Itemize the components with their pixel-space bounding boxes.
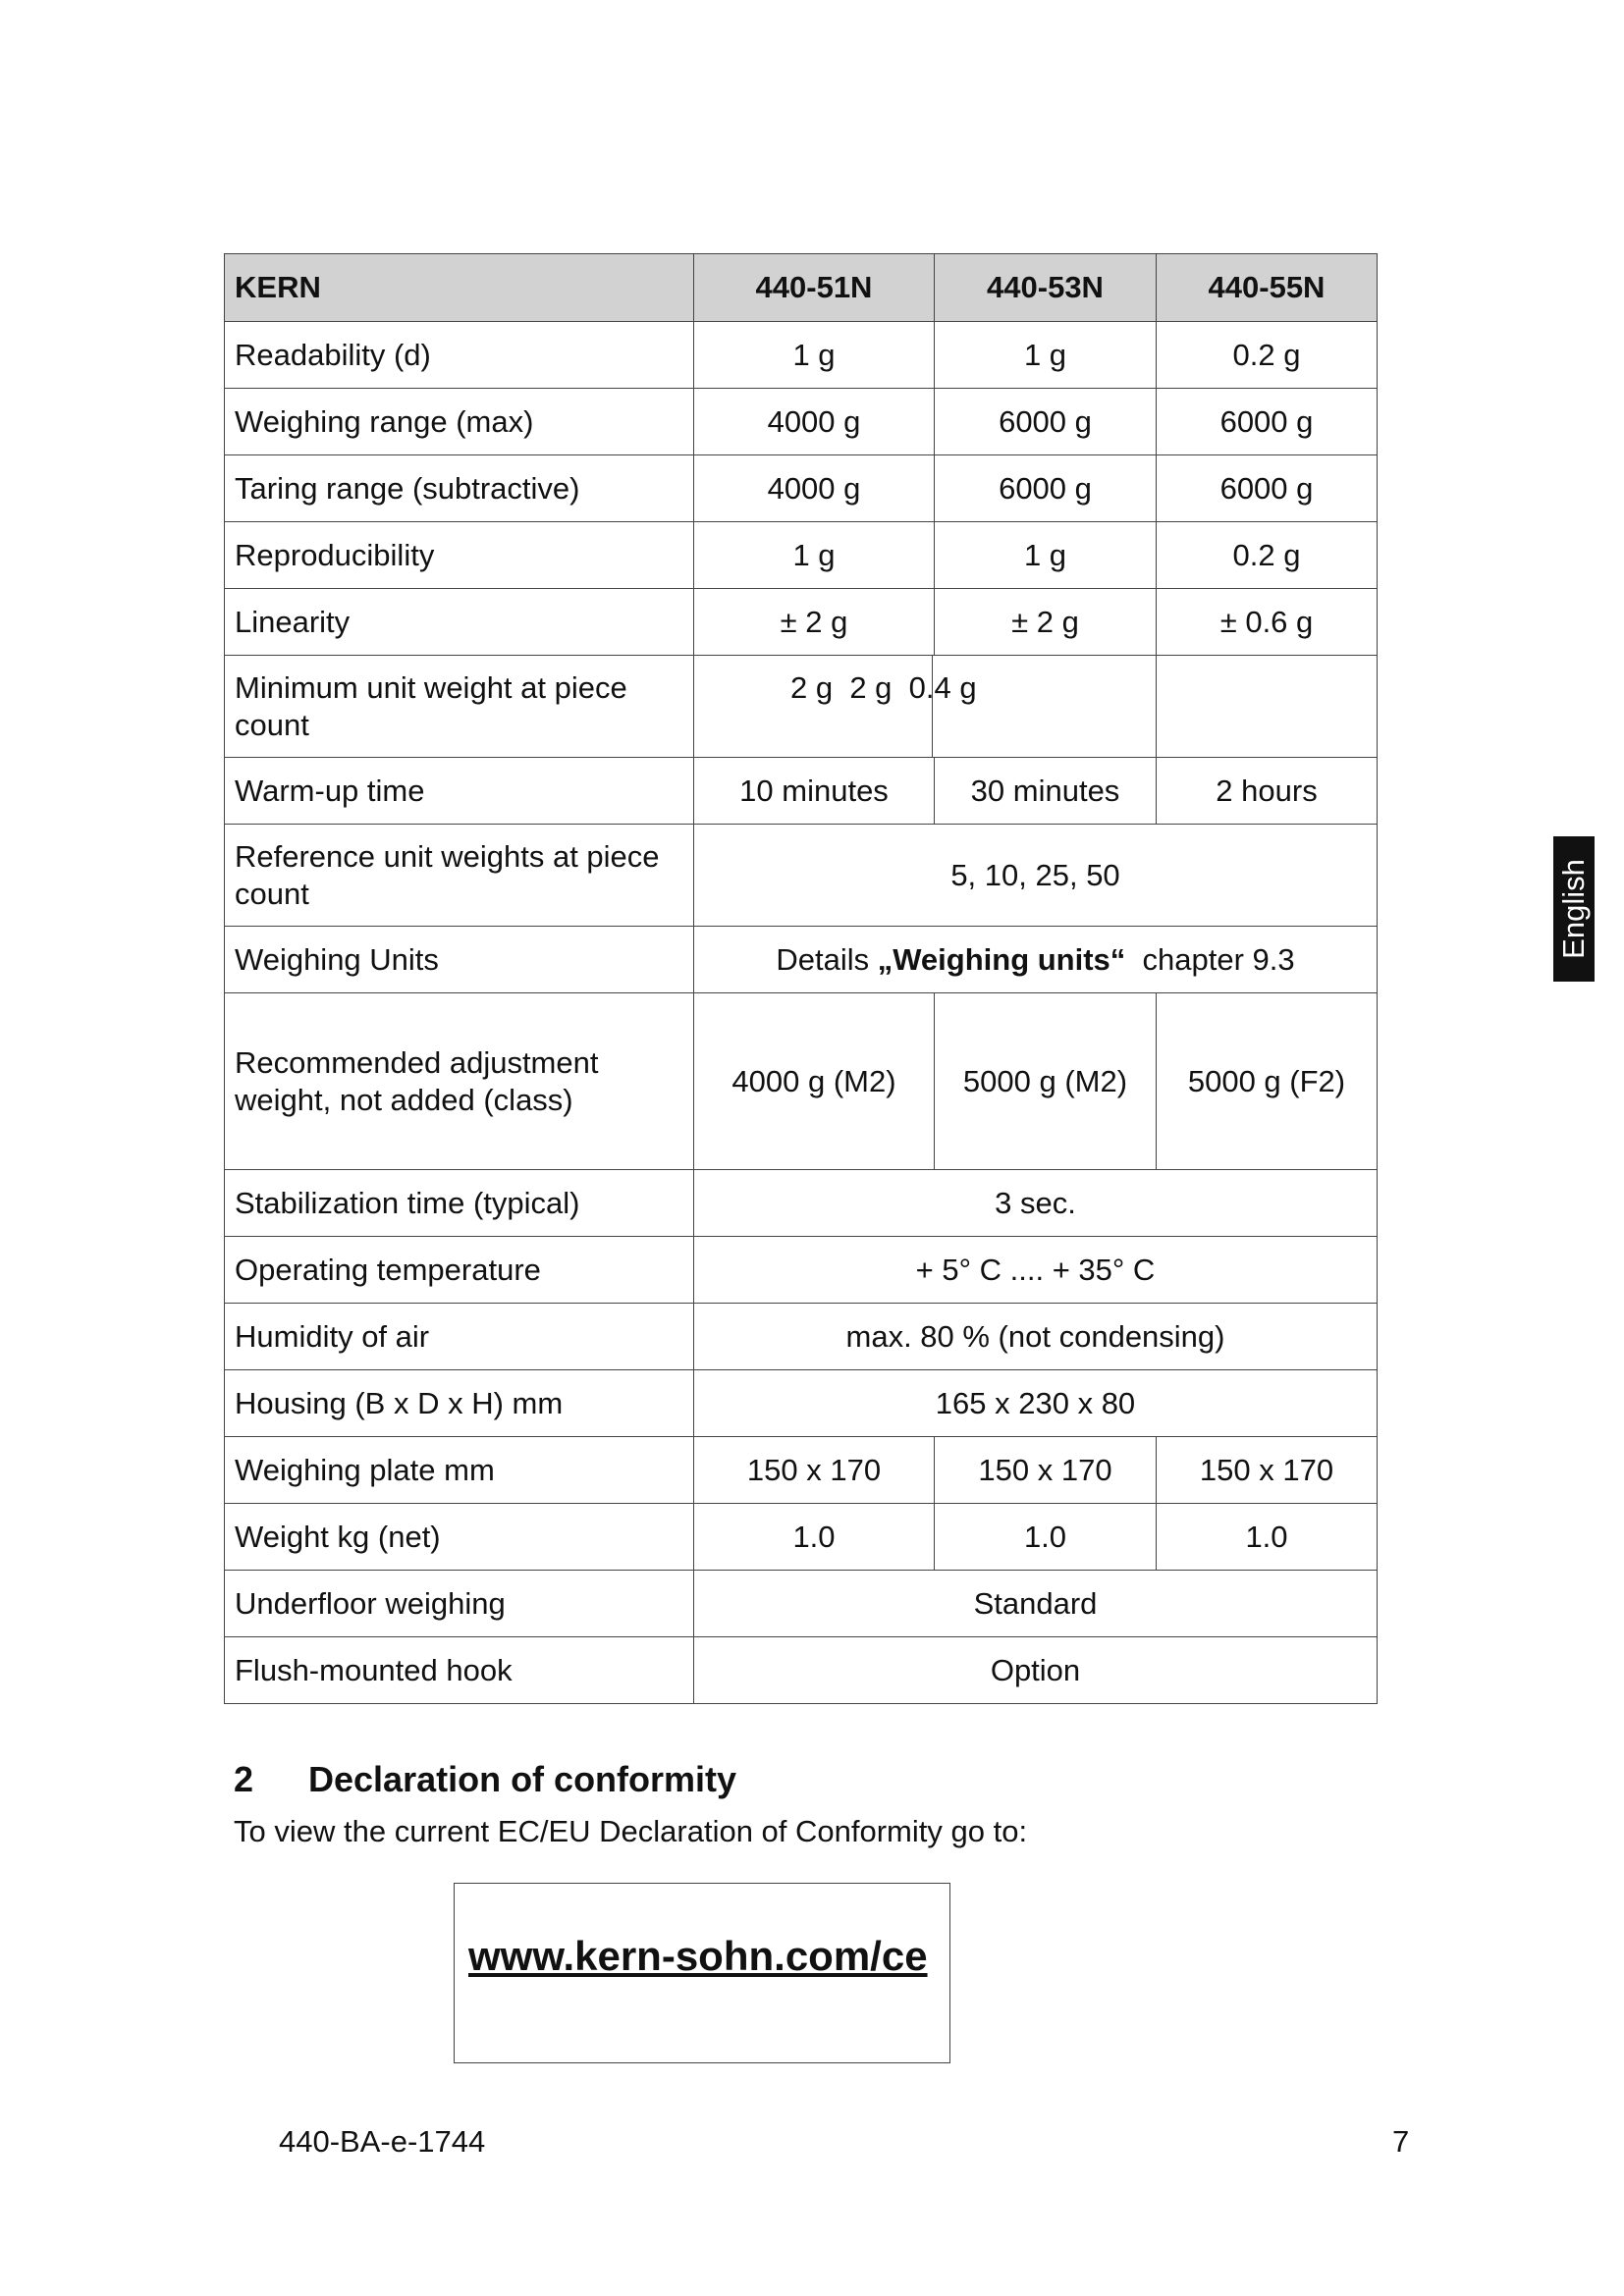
row-label: Weighing plate mm: [225, 1437, 694, 1504]
cell-value: 1.0: [935, 1504, 1157, 1571]
specification-table: [224, 253, 1378, 1704]
cell-value: 6000 g: [1157, 389, 1378, 455]
row-label: Linearity: [225, 589, 694, 656]
table-row-reference-units: [225, 825, 1378, 927]
header-model-440-51n: 440-51N: [694, 254, 935, 322]
table-row-housing: [225, 1370, 1378, 1437]
row-label: Minimum unit weight at piece count: [225, 656, 694, 758]
table-row-reproducibility: [225, 522, 1378, 589]
row-label: Taring range (subtractive): [225, 455, 694, 522]
row-label: Reproducibility: [225, 522, 694, 589]
weighing-units-prefix: Details: [776, 941, 878, 977]
cell-value: + 5° C .... + 35° C: [694, 1237, 1378, 1304]
table-row-operating-temperature: [225, 1237, 1378, 1304]
row-label: Warm-up time: [225, 758, 694, 825]
table-row-min-unit-weight: [225, 656, 1378, 758]
header-brand: KERN: [225, 254, 694, 322]
row-label: Weight kg (net): [225, 1504, 694, 1571]
cell-value: 1 g: [694, 522, 935, 589]
section-title: Declaration of conformity: [308, 1759, 737, 1799]
row-label: Underfloor weighing: [225, 1571, 694, 1637]
row-label: Weighing range (max): [225, 389, 694, 455]
table-row-linearity: [225, 589, 1378, 656]
cell-value: 150 x 170: [1157, 1437, 1378, 1504]
footer-page-number: 7: [1392, 2124, 1410, 2159]
table-row-hook: [225, 1637, 1378, 1704]
cell-value: 5000 g (M2): [935, 993, 1157, 1170]
section-number: 2: [234, 1759, 254, 1799]
row-label: Weighing Units: [225, 927, 694, 993]
cell-value: [694, 927, 1378, 993]
table-row-weighing-units: [225, 927, 1378, 993]
conformity-url-link[interactable]: www.kern-sohn.com/ce: [468, 1933, 928, 1979]
row-label: Reference unit weights at piece count: [225, 825, 694, 927]
language-tab-label: English: [1556, 859, 1591, 959]
cell-value: 5, 10, 25, 50: [694, 825, 1378, 927]
table-row-warmup-time: [225, 758, 1378, 825]
cell-value: 6000 g: [935, 389, 1157, 455]
table-row-underfloor: [225, 1571, 1378, 1637]
cell-value: 4000 g: [694, 389, 935, 455]
cell-value: Option: [694, 1637, 1378, 1704]
cell-value: 1 g: [694, 322, 935, 389]
table-row-humidity: [225, 1304, 1378, 1370]
footer-document-id: 440-BA-e-1744: [279, 2124, 486, 2159]
cell-value: 2 hours: [1157, 758, 1378, 825]
cell-value: 6000 g: [1157, 455, 1378, 522]
table-row-weighing-plate: [225, 1437, 1378, 1504]
table-row-weighing-range: [225, 389, 1378, 455]
cell-value: 1.0: [694, 1504, 935, 1571]
cell-value: ± 2 g: [694, 589, 935, 656]
section-heading: [234, 1759, 736, 1800]
row-label: Recommended adjustment weight, not added (class): [225, 993, 694, 1170]
cell-value-merged: [694, 656, 1157, 758]
cell-value: 1 g: [935, 322, 1157, 389]
cell-value: 6000 g: [935, 455, 1157, 522]
row-label: Flush-mounted hook: [225, 1637, 694, 1704]
row-label: Humidity of air: [225, 1304, 694, 1370]
cell-value: 30 minutes: [935, 758, 1157, 825]
cell-value: 165 x 230 x 80: [694, 1370, 1378, 1437]
cell-value: 1.0: [1157, 1504, 1378, 1571]
table-header-row: [225, 254, 1378, 322]
weighing-units-suffix: chapter 9.3: [1125, 941, 1295, 977]
row-label: Stabilization time (typical): [225, 1170, 694, 1237]
cell-value: 10 minutes: [694, 758, 935, 825]
header-model-440-55n: 440-55N: [1157, 254, 1378, 322]
cell-value: ± 0.6 g: [1157, 589, 1378, 656]
section-intro-text: To view the current EC/EU Declaration of Conformity go to:: [234, 1814, 1028, 1848]
cell-value: ± 2 g: [935, 589, 1157, 656]
table-row-weight: [225, 1504, 1378, 1571]
cell-value: 3 sec.: [694, 1170, 1378, 1237]
cell-value: 4000 g (M2): [694, 993, 935, 1170]
cell-value: max. 80 % (not condensing): [694, 1304, 1378, 1370]
header-model-440-53n: 440-53N: [935, 254, 1157, 322]
table-row-stabilization: [225, 1170, 1378, 1237]
cell-value: 5000 g (F2): [1157, 993, 1378, 1170]
cell-value: 0.2 g: [1157, 522, 1378, 589]
cell-value: 4000 g: [694, 455, 935, 522]
cell-value: 1 g: [935, 522, 1157, 589]
row-label: Housing (B x D x H) mm: [225, 1370, 694, 1437]
cell-value: 0.2 g: [1157, 322, 1378, 389]
cell-value: 150 x 170: [935, 1437, 1157, 1504]
cell-value: Standard: [694, 1571, 1378, 1637]
column-divider: [932, 656, 933, 757]
table-row-readability: [225, 322, 1378, 389]
row-label: Readability (d): [225, 322, 694, 389]
row-label: Operating temperature: [225, 1237, 694, 1304]
cell-value: 150 x 170: [694, 1437, 935, 1504]
cell-empty: [1157, 656, 1378, 758]
weighing-units-reference: „Weighing units“: [877, 941, 1126, 977]
url-box: [454, 1883, 950, 2063]
table-row-adjustment-weight: [225, 993, 1378, 1170]
language-tab: [1553, 836, 1595, 982]
table-row-taring-range: [225, 455, 1378, 522]
min-unit-weight-values: 2 g 2 g 0.4 g: [790, 670, 977, 705]
